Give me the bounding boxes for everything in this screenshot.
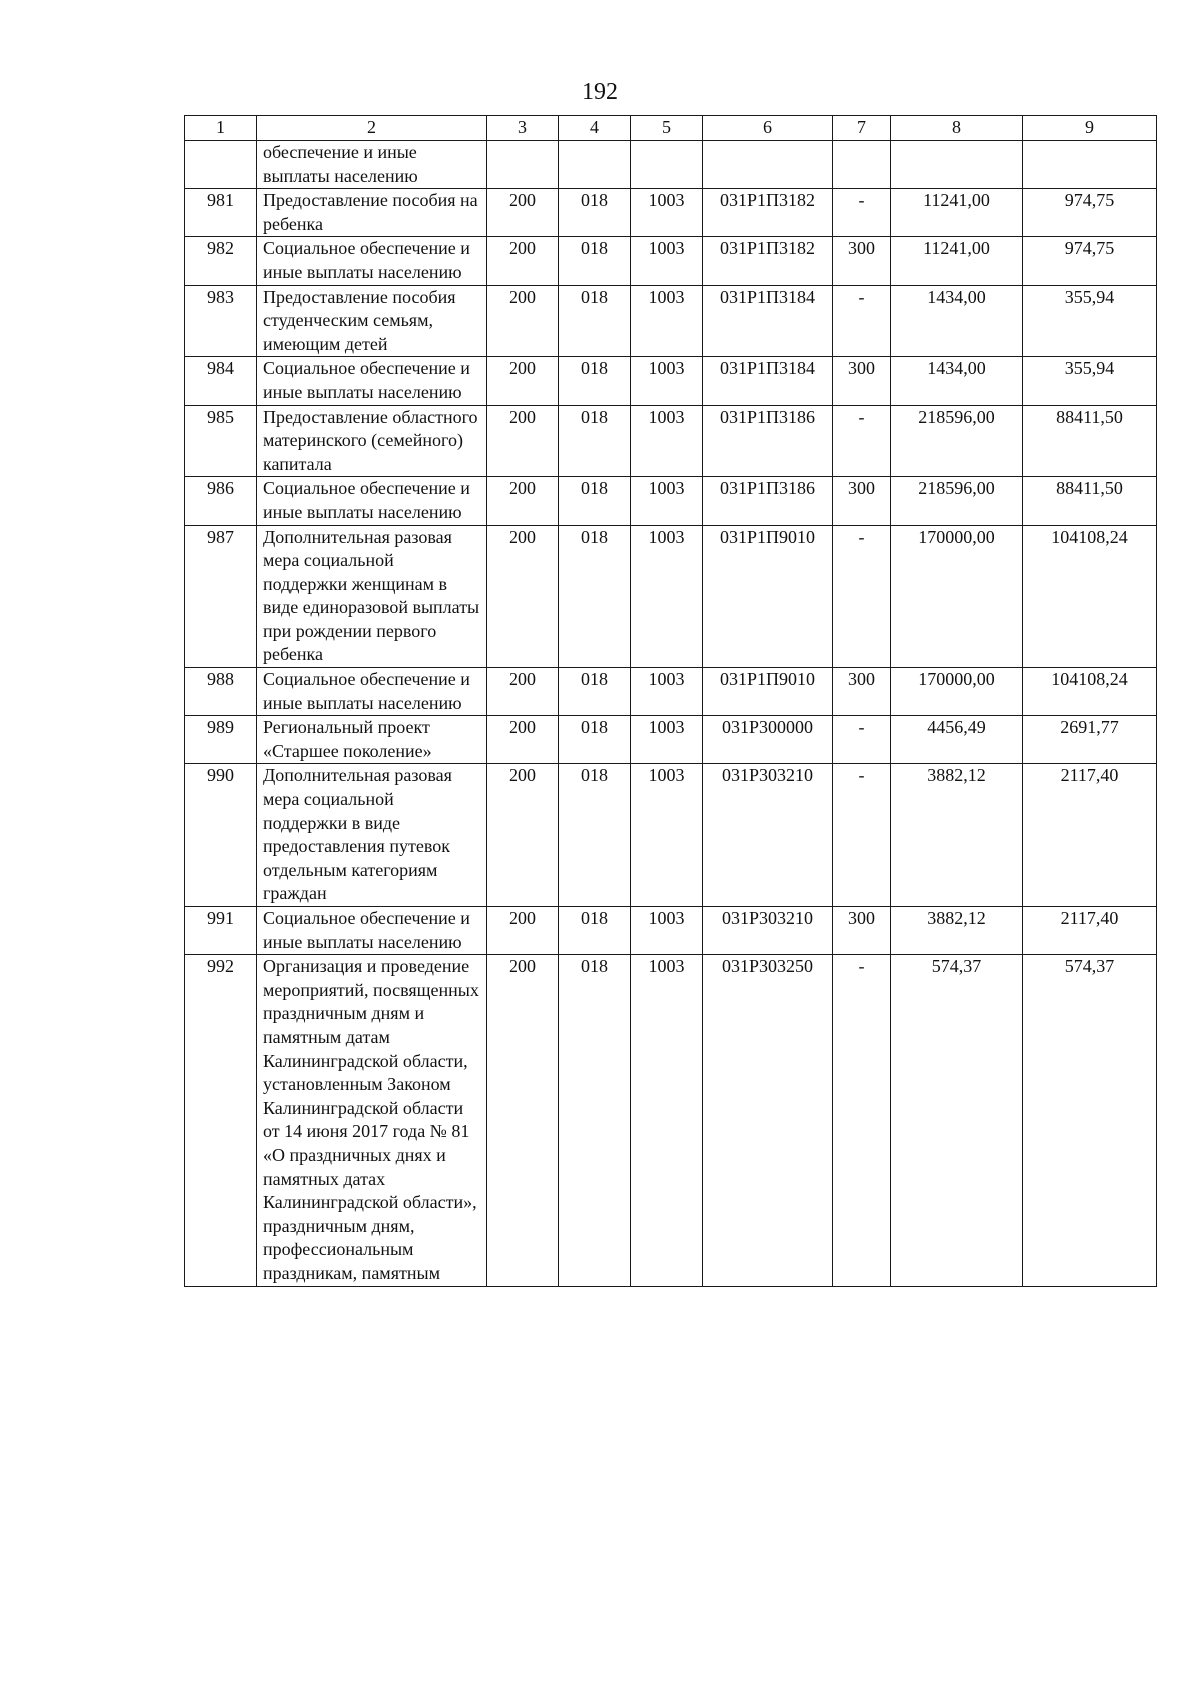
- table-row: [185, 716, 1157, 764]
- amount-cell: 574,37: [1023, 955, 1157, 1286]
- column-header: 6: [703, 116, 833, 141]
- table-body: [185, 141, 1157, 1287]
- code-cell: 300: [833, 477, 891, 525]
- row-number-cell: 989: [185, 716, 257, 764]
- code-cell: 1003: [631, 405, 703, 477]
- amount-cell: [1023, 141, 1157, 189]
- description-cell: Дополнительная разовая мера социальной поддержки в виде предоставления путевок отдельным категориям граждан: [257, 764, 487, 907]
- column-header: 2: [257, 116, 487, 141]
- code-cell: 018: [559, 405, 631, 477]
- row-number-cell: 987: [185, 525, 257, 668]
- code-cell: 200: [487, 477, 559, 525]
- code-cell: 300: [833, 237, 891, 285]
- description-cell: Социальное обеспечение и иные выплаты населению: [257, 357, 487, 405]
- code-cell: 018: [559, 668, 631, 716]
- code-cell: 1003: [631, 764, 703, 907]
- code-cell: 1003: [631, 357, 703, 405]
- code-cell: 031Р303210: [703, 907, 833, 955]
- code-cell: 200: [487, 668, 559, 716]
- amount-cell: 218596,00: [891, 405, 1023, 477]
- row-number-cell: [185, 141, 257, 189]
- amount-cell: 574,37: [891, 955, 1023, 1286]
- budget-table: [184, 115, 1157, 1287]
- code-cell: 1003: [631, 525, 703, 668]
- code-cell: 200: [487, 955, 559, 1286]
- code-cell: 200: [487, 285, 559, 357]
- description-cell: Региональный проект «Старшее поколение»: [257, 716, 487, 764]
- column-header: 3: [487, 116, 559, 141]
- code-cell: 018: [559, 525, 631, 668]
- row-number-cell: 986: [185, 477, 257, 525]
- code-cell: [487, 141, 559, 189]
- description-cell: Социальное обеспечение и иные выплаты населению: [257, 668, 487, 716]
- table-row: [185, 955, 1157, 1286]
- table-row: [185, 141, 1157, 189]
- code-cell: 1003: [631, 237, 703, 285]
- amount-cell: 88411,50: [1023, 405, 1157, 477]
- code-cell: 200: [487, 357, 559, 405]
- row-number-cell: 984: [185, 357, 257, 405]
- code-cell: 200: [487, 525, 559, 668]
- code-cell: -: [833, 285, 891, 357]
- column-header: 7: [833, 116, 891, 141]
- code-cell: 018: [559, 764, 631, 907]
- description-cell: Дополнительная разовая мера социальной поддержки женщинам в виде единоразовой выплаты при рождении первого ребенка: [257, 525, 487, 668]
- code-cell: 200: [487, 189, 559, 237]
- code-cell: [833, 141, 891, 189]
- table-row: [185, 189, 1157, 237]
- code-cell: 1003: [631, 668, 703, 716]
- code-cell: 031Р1П3182: [703, 189, 833, 237]
- code-cell: 200: [487, 907, 559, 955]
- code-cell: 031Р303250: [703, 955, 833, 1286]
- row-number-cell: 983: [185, 285, 257, 357]
- column-header: 9: [1023, 116, 1157, 141]
- amount-cell: 2117,40: [1023, 907, 1157, 955]
- code-cell: -: [833, 764, 891, 907]
- table-row: [185, 764, 1157, 907]
- code-cell: [703, 141, 833, 189]
- table-row: [185, 237, 1157, 285]
- code-cell: 1003: [631, 955, 703, 1286]
- amount-cell: 170000,00: [891, 525, 1023, 668]
- column-header: 8: [891, 116, 1023, 141]
- code-cell: 031Р1П3184: [703, 285, 833, 357]
- code-cell: -: [833, 405, 891, 477]
- code-cell: 031Р1П9010: [703, 525, 833, 668]
- amount-cell: [891, 141, 1023, 189]
- code-cell: 1003: [631, 189, 703, 237]
- row-number-cell: 991: [185, 907, 257, 955]
- amount-cell: 170000,00: [891, 668, 1023, 716]
- code-cell: 018: [559, 237, 631, 285]
- amount-cell: 4456,49: [891, 716, 1023, 764]
- column-header: 1: [185, 116, 257, 141]
- description-cell: Организация и проведение мероприятий, посвященных праздничным дням и памятным датам Калининградской области, установленным Законом Калининградской области от 14 июня 2017 года № 81 «О праздничных днях и памятных датах Калининградской области», праздничным дням, профессиональным праздникам, памятным: [257, 955, 487, 1286]
- code-cell: 031Р1П3184: [703, 357, 833, 405]
- code-cell: 031Р1П3186: [703, 477, 833, 525]
- code-cell: 018: [559, 357, 631, 405]
- code-cell: 300: [833, 907, 891, 955]
- column-header: 5: [631, 116, 703, 141]
- amount-cell: 974,75: [1023, 189, 1157, 237]
- amount-cell: 104108,24: [1023, 525, 1157, 668]
- code-cell: [559, 141, 631, 189]
- row-number-cell: 982: [185, 237, 257, 285]
- code-cell: 018: [559, 477, 631, 525]
- amount-cell: 2117,40: [1023, 764, 1157, 907]
- code-cell: 200: [487, 716, 559, 764]
- amount-cell: 1434,00: [891, 357, 1023, 405]
- row-number-cell: 981: [185, 189, 257, 237]
- code-cell: 1003: [631, 907, 703, 955]
- amount-cell: 355,94: [1023, 285, 1157, 357]
- code-cell: 031Р300000: [703, 716, 833, 764]
- description-cell: Предоставление пособия студенческим семьям, имеющим детей: [257, 285, 487, 357]
- amount-cell: 218596,00: [891, 477, 1023, 525]
- code-cell: 200: [487, 764, 559, 907]
- code-cell: 300: [833, 668, 891, 716]
- code-cell: -: [833, 189, 891, 237]
- code-cell: 1003: [631, 285, 703, 357]
- row-number-cell: 985: [185, 405, 257, 477]
- code-cell: 031Р303210: [703, 764, 833, 907]
- amount-cell: 3882,12: [891, 764, 1023, 907]
- description-cell: Социальное обеспечение и иные выплаты населению: [257, 237, 487, 285]
- code-cell: 1003: [631, 477, 703, 525]
- code-cell: -: [833, 955, 891, 1286]
- amount-cell: 11241,00: [891, 189, 1023, 237]
- code-cell: 018: [559, 189, 631, 237]
- table-row: [185, 907, 1157, 955]
- code-cell: [631, 141, 703, 189]
- table-row: [185, 285, 1157, 357]
- amount-cell: 1434,00: [891, 285, 1023, 357]
- row-number-cell: 988: [185, 668, 257, 716]
- code-cell: 018: [559, 907, 631, 955]
- table-row: [185, 668, 1157, 716]
- code-cell: 200: [487, 405, 559, 477]
- code-cell: 031Р1П3186: [703, 405, 833, 477]
- code-cell: 300: [833, 357, 891, 405]
- code-cell: -: [833, 716, 891, 764]
- row-number-cell: 990: [185, 764, 257, 907]
- table-row: [185, 477, 1157, 525]
- code-cell: 031Р1П3182: [703, 237, 833, 285]
- code-cell: 018: [559, 716, 631, 764]
- table-row: [185, 357, 1157, 405]
- row-number-cell: 992: [185, 955, 257, 1286]
- description-cell: Социальное обеспечение и иные выплаты населению: [257, 477, 487, 525]
- code-cell: 018: [559, 955, 631, 1286]
- description-cell: Предоставление областного материнского (семейного) капитала: [257, 405, 487, 477]
- amount-cell: 3882,12: [891, 907, 1023, 955]
- description-cell: Предоставление пособия на ребенка: [257, 189, 487, 237]
- column-header: 4: [559, 116, 631, 141]
- amount-cell: 104108,24: [1023, 668, 1157, 716]
- code-cell: 1003: [631, 716, 703, 764]
- description-cell: обеспечение и иные выплаты населению: [257, 141, 487, 189]
- page-number: 192: [582, 79, 618, 105]
- amount-cell: 355,94: [1023, 357, 1157, 405]
- header-row: [185, 116, 1157, 141]
- amount-cell: 2691,77: [1023, 716, 1157, 764]
- amount-cell: 88411,50: [1023, 477, 1157, 525]
- code-cell: 031Р1П9010: [703, 668, 833, 716]
- amount-cell: 974,75: [1023, 237, 1157, 285]
- code-cell: 200: [487, 237, 559, 285]
- table-row: [185, 525, 1157, 668]
- amount-cell: 11241,00: [891, 237, 1023, 285]
- code-cell: -: [833, 525, 891, 668]
- description-cell: Социальное обеспечение и иные выплаты населению: [257, 907, 487, 955]
- code-cell: 018: [559, 285, 631, 357]
- table-row: [185, 405, 1157, 477]
